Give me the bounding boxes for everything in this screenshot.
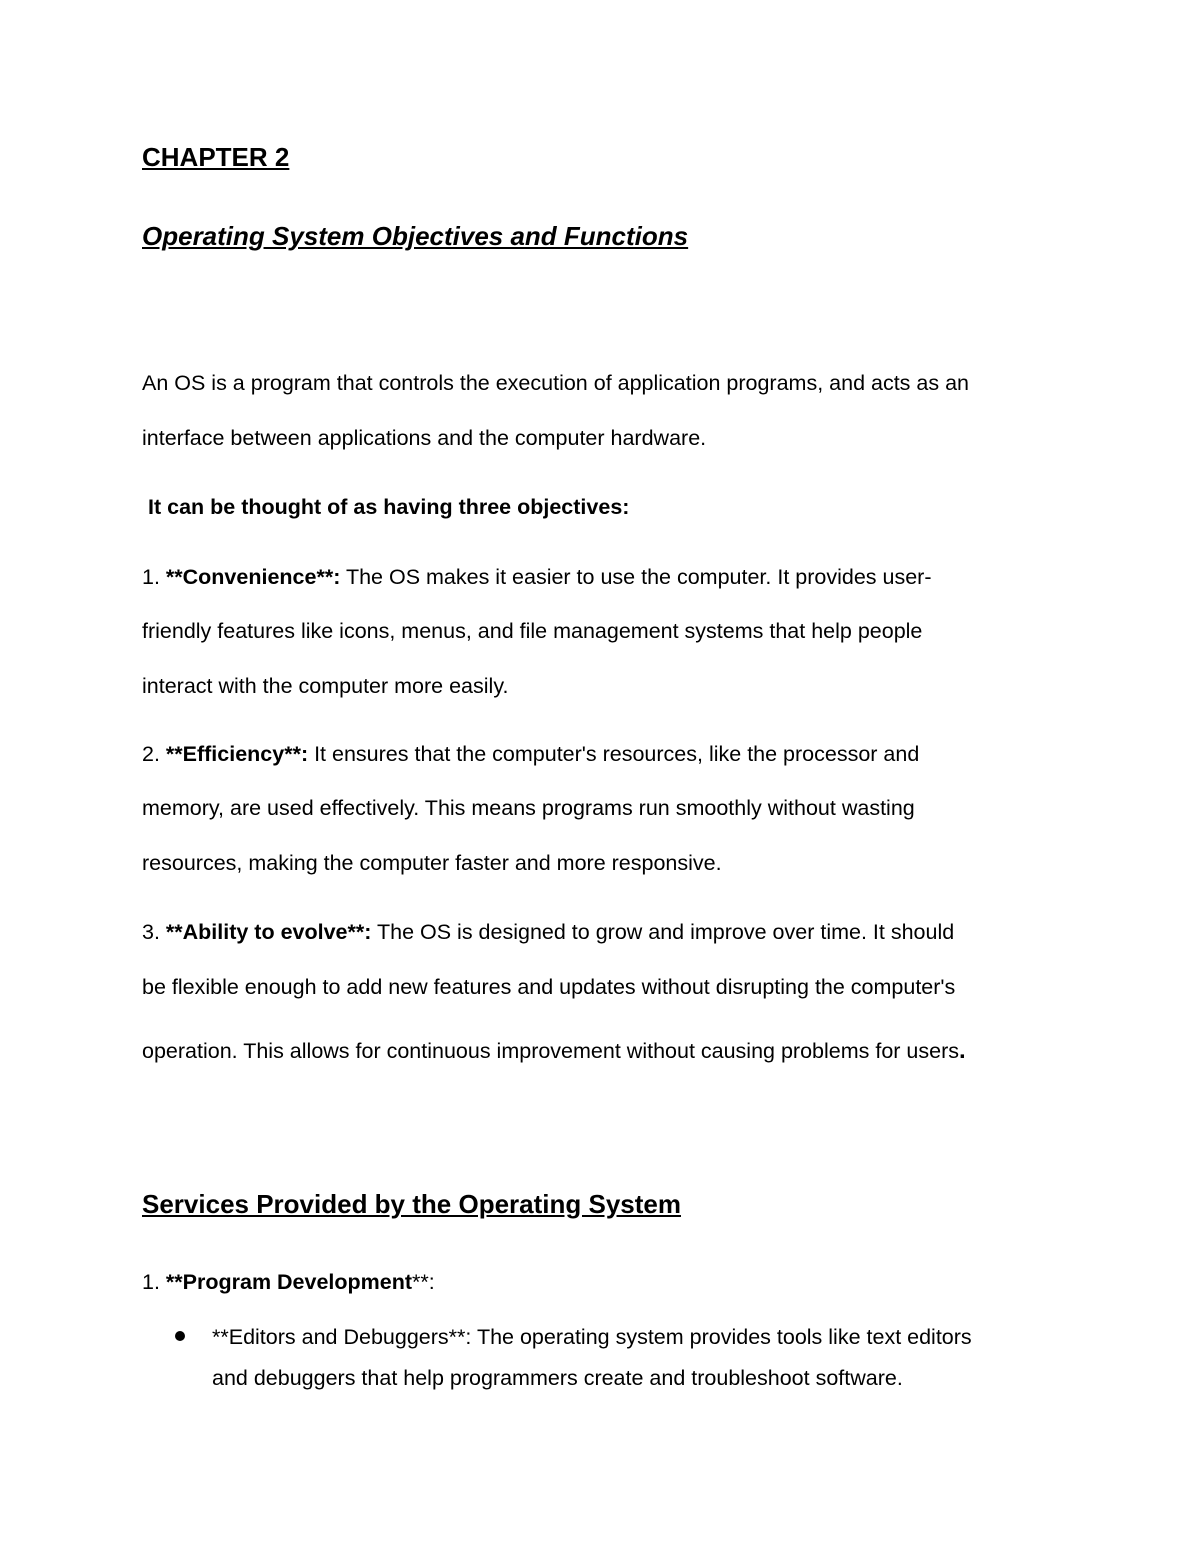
bullet-dot-icon — [175, 1331, 185, 1341]
service-1-term: **Program Development — [165, 1270, 413, 1294]
objective-3-period: . — [959, 1037, 966, 1064]
objective-1-line-1 — [142, 567, 931, 589]
objective-2-line-2: memory, are used effectively. This means programs run smoothly without wasting — [142, 796, 915, 820]
objectives-lead: It can be thought of as having three objectives: — [148, 495, 630, 519]
objective-1-term: **Convenience**: — [165, 565, 341, 589]
intro-line-1: An OS is a program that controls the execution of application programs, and acts as an — [142, 371, 970, 395]
objective-3-line-3 — [142, 1039, 966, 1063]
objective-3-line-2: be flexible enough to add new features and updates without disrupting the computer's — [142, 975, 956, 999]
objective-1-line-3: interact with the computer more easily. — [142, 674, 509, 698]
section-title: Operating System Objectives and Functions — [142, 221, 689, 251]
services-title: Services Provided by the Operating System — [142, 1189, 681, 1219]
service-1-line — [142, 1272, 435, 1294]
objective-2-number: 2. — [142, 742, 166, 766]
intro-line-2: interface between applications and the computer hardware. — [142, 426, 707, 450]
chapter-heading: CHAPTER 2 — [142, 142, 290, 172]
objective-1-line-2: friendly features like icons, menus, and file management systems that help people — [142, 619, 923, 643]
objective-3-number: 3. — [142, 920, 166, 944]
bullet-1-line-2: and debuggers that help programmers create and troubleshoot software. — [212, 1366, 903, 1390]
bullet-1-line-1: **Editors and Debuggers**: The operating system provides tools like text editors — [212, 1325, 972, 1349]
objective-2-text: It ensures that the computer's resources, like the processor and — [308, 742, 920, 766]
service-1-number: 1. — [142, 1270, 166, 1294]
objective-3-line-3-text: operation. This allows for continuous improvement without causing problems for users — [142, 1039, 959, 1063]
objective-3-line-1 — [142, 922, 954, 944]
objective-2-line-3: resources, making the computer faster and more responsive. — [142, 851, 722, 875]
objective-1-number: 1. — [142, 565, 166, 589]
objective-1-text: The OS makes it easier to use the computer. It provides user- — [340, 565, 932, 589]
objective-3-text: The OS is designed to grow and improve over time. It should — [371, 920, 955, 944]
objective-2-line-1 — [142, 744, 919, 766]
service-1-term-suffix: **: — [412, 1270, 435, 1294]
objective-3-term: **Ability to evolve**: — [165, 920, 372, 944]
objective-2-term: **Efficiency**: — [165, 742, 309, 766]
